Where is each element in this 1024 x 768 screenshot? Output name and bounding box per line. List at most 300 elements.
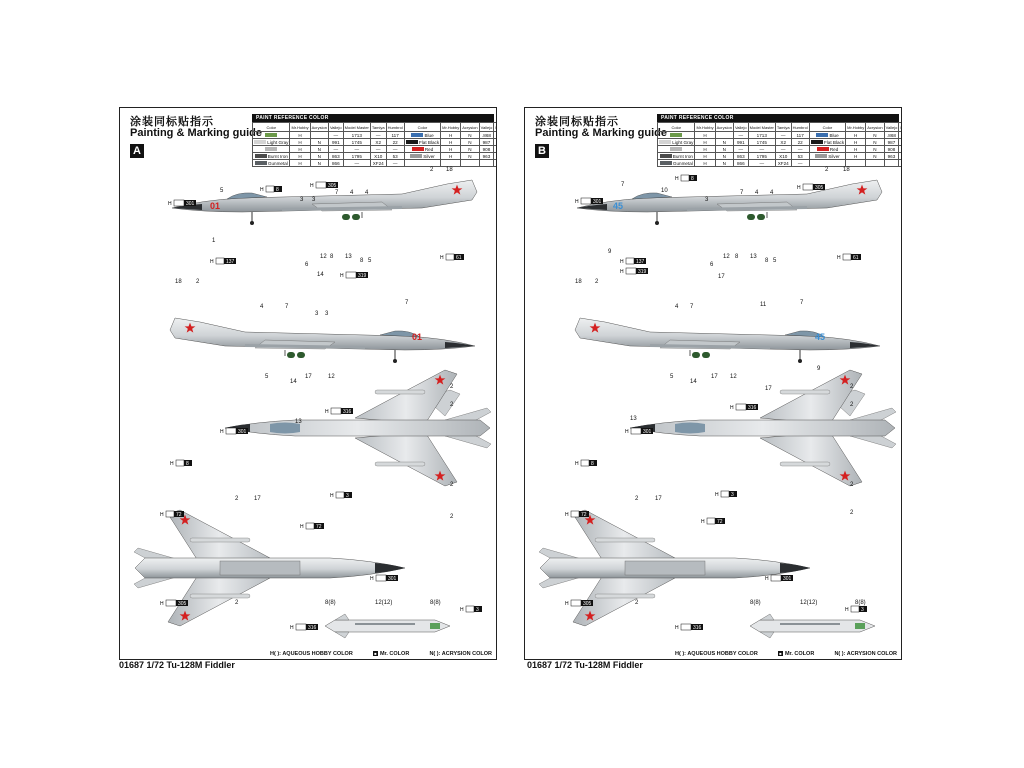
callout-h301	[575, 198, 603, 205]
svg-text:3: 3	[300, 197, 304, 203]
svg-text:8: 8	[591, 461, 594, 467]
ref-cell-mrhobby: H	[846, 132, 866, 139]
missile-label-mid: 12(12)	[800, 600, 818, 606]
svg-text:5: 5	[773, 258, 777, 264]
svg-text:316: 316	[343, 409, 352, 415]
svg-text:H: H	[765, 576, 769, 582]
ref-cell-vallejo: —	[733, 146, 748, 153]
svg-text:H: H	[797, 185, 801, 191]
ref-cell-acrysion: N	[715, 146, 733, 153]
ref-cell-humbrol: 22	[791, 139, 809, 146]
svg-text:1: 1	[212, 238, 216, 244]
ref-cell-acrysion: N	[310, 139, 328, 146]
svg-text:3: 3	[312, 197, 316, 203]
ref-cell-mrhobby: H	[846, 153, 866, 160]
svg-text:7: 7	[335, 190, 339, 196]
svg-text:8: 8	[691, 176, 694, 182]
ref-cell-acrysion: N	[866, 146, 884, 153]
ref-cell-tamiya: —	[370, 132, 386, 139]
callout-h305b	[565, 600, 593, 607]
ref-cell-tamiya: XF24	[775, 160, 791, 167]
scheme-badge: A	[130, 144, 144, 158]
callout-h301c	[370, 575, 398, 582]
missile-label-right: 8(8)	[855, 600, 866, 606]
color-label: Red	[423, 146, 434, 152]
color-label: Blue	[828, 132, 839, 138]
svg-text:H: H	[575, 461, 579, 467]
paint-legend	[675, 651, 897, 657]
tail-number: 01	[210, 201, 221, 211]
ref-cell-mrhobby: H	[290, 146, 310, 153]
ref-cell-mrhobby: H	[441, 146, 461, 153]
callout-h319	[340, 272, 368, 279]
callout-h305b	[160, 600, 188, 607]
bottom-view	[134, 510, 405, 626]
tail-number-starboard: 01	[412, 332, 423, 342]
ref-cell-mrhobby: H	[695, 160, 715, 167]
svg-text:72: 72	[176, 512, 182, 518]
svg-text:7: 7	[405, 300, 409, 306]
svg-text:3: 3	[476, 607, 479, 613]
callout-h76	[837, 254, 861, 261]
callout-h3b	[845, 606, 867, 613]
svg-text:8: 8	[186, 461, 189, 467]
callout-h77	[620, 258, 646, 265]
svg-text:H: H	[168, 201, 172, 207]
ref-cell-humbrol: —	[791, 146, 809, 153]
side-view-starboard	[575, 318, 880, 363]
svg-text:305: 305	[328, 183, 337, 189]
mr-color-icon: ■	[779, 651, 782, 657]
ref-cell-mrhobby: H	[290, 139, 310, 146]
ref-cell-tamiya: —	[775, 132, 791, 139]
svg-text:H: H	[565, 601, 569, 607]
svg-text:H: H	[210, 259, 214, 265]
svg-text:17: 17	[718, 274, 725, 280]
ref-cell-vallejo: 908	[479, 146, 494, 153]
svg-text:4: 4	[260, 304, 264, 310]
ref-cell-mm: —	[343, 160, 370, 167]
ref-cell-acrysion: N	[866, 153, 884, 160]
title-english: Painting & Marking guide	[130, 127, 263, 139]
svg-text:4: 4	[675, 304, 679, 310]
svg-text:H: H	[220, 429, 224, 435]
ref-cell-mm: —	[748, 160, 775, 167]
ref-cell-vallejo: —	[328, 132, 343, 139]
svg-text:3: 3	[861, 607, 864, 613]
footer-b: 01687 1/72 Tu-128M Fiddler	[527, 660, 643, 670]
ref-cell-mrhobby: H	[695, 146, 715, 153]
svg-text:18: 18	[446, 167, 453, 173]
svg-text:8: 8	[330, 254, 334, 260]
legend-acrysion: N( ): ACRYSION COLOR	[834, 651, 897, 657]
svg-text:H: H	[160, 601, 164, 607]
svg-text:2: 2	[450, 514, 454, 520]
callout-h305	[310, 182, 338, 189]
svg-text:18: 18	[175, 279, 182, 285]
svg-text:17: 17	[765, 386, 772, 392]
svg-text:10: 10	[661, 188, 668, 194]
callout-h76	[440, 254, 464, 261]
title-chinese: 涂装同标贴指示	[130, 116, 214, 128]
svg-text:H: H	[260, 187, 264, 193]
aircraft-illustrations	[525, 108, 901, 659]
aircraft-illustrations	[120, 108, 496, 659]
svg-text:4: 4	[350, 190, 354, 196]
svg-text:2: 2	[850, 510, 854, 516]
missile-label-right: 8(8)	[430, 600, 441, 606]
ref-cell-humbrol: —	[386, 160, 404, 167]
svg-text:301: 301	[643, 429, 652, 435]
ref-cell-humbrol: 53	[791, 153, 809, 160]
svg-text:H: H	[845, 607, 849, 613]
svg-text:2: 2	[850, 384, 854, 390]
ref-cell-mm: 1713	[343, 132, 370, 139]
ref-cell-acrysion: N	[461, 132, 479, 139]
ref-cell-vallejo: 908	[884, 146, 899, 153]
svg-text:305: 305	[178, 601, 187, 607]
svg-text:H: H	[300, 524, 304, 530]
svg-text:7: 7	[690, 304, 694, 310]
color-label: Burnt Iron	[266, 153, 288, 159]
svg-text:4: 4	[755, 190, 759, 196]
ref-cell-vallejo: 866	[328, 160, 343, 167]
callout-h77	[210, 258, 236, 265]
callout-h8	[675, 175, 697, 182]
paint-reference-header: PAINT REFERENCE COLOR	[252, 114, 494, 122]
svg-text:316: 316	[308, 625, 317, 631]
ref-cell-mm: 1745	[343, 139, 370, 146]
ref-cell-vallejo: 863	[733, 153, 748, 160]
ref-cell-mm: 1745	[748, 139, 775, 146]
svg-text:14: 14	[690, 379, 697, 385]
ref-cell-mrhobby: H	[695, 153, 715, 160]
svg-text:2: 2	[850, 402, 854, 408]
svg-text:H: H	[440, 255, 444, 261]
callout-h56	[160, 511, 184, 518]
ref-cell-mm: —	[343, 146, 370, 153]
ref-cell-mm: —	[748, 146, 775, 153]
svg-text:305: 305	[815, 185, 824, 191]
ref-cell-vallejo: 991	[328, 139, 343, 146]
legend-mr: ■ Mr. COLOR	[779, 651, 815, 657]
callout-h316	[730, 404, 758, 411]
color-label: Light Gray	[671, 139, 694, 145]
ref-cell-humbrol: —	[386, 146, 404, 153]
ref-cell-humbrol: 117	[386, 132, 404, 139]
svg-text:3: 3	[731, 492, 734, 498]
svg-text:H: H	[675, 625, 679, 631]
svg-text:61: 61	[456, 255, 462, 261]
ref-cell-acrysion: N	[461, 146, 479, 153]
ref-cell-vallejo: .868	[479, 132, 494, 139]
ref-cell-mrhobby: H	[695, 132, 715, 139]
ref-cell-mrhobby: H	[846, 146, 866, 153]
ref-cell-acrysion: N	[866, 132, 884, 139]
ref-cell-mrhobby: H	[441, 132, 461, 139]
ref-cell-vallejo: 863	[328, 153, 343, 160]
svg-text:3: 3	[325, 311, 329, 317]
callout-h301	[168, 200, 196, 207]
color-label: Silver	[827, 153, 840, 159]
svg-text:H: H	[340, 273, 344, 279]
svg-text:5: 5	[220, 188, 224, 194]
svg-text:H: H	[325, 409, 329, 415]
ref-cell-mrhobby: H	[290, 160, 310, 167]
ref-cell-acrysion: N	[461, 139, 479, 146]
missile-label-left: 8(8)	[750, 600, 761, 606]
svg-text:14: 14	[317, 272, 324, 278]
svg-text:17: 17	[305, 374, 312, 380]
ref-cell-tamiya: —	[370, 146, 386, 153]
ref-cell-tamiya: X10	[775, 153, 791, 160]
svg-text:2: 2	[235, 496, 239, 502]
svg-text:H: H	[837, 255, 841, 261]
tail-number-starboard: 45	[815, 332, 826, 342]
svg-text:2: 2	[595, 279, 599, 285]
svg-text:305: 305	[583, 601, 592, 607]
svg-text:2: 2	[635, 496, 639, 502]
missile-detail	[325, 600, 450, 638]
footer-a: 01687 1/72 Tu-128M Fiddler	[119, 660, 235, 670]
svg-text:5: 5	[368, 258, 372, 264]
svg-text:3: 3	[346, 493, 349, 499]
ref-cell-tamiya: X2	[775, 139, 791, 146]
ref-cell-mrhobby: H	[441, 153, 461, 160]
svg-text:7: 7	[740, 190, 744, 196]
color-label: Flat Black	[417, 139, 440, 145]
svg-text:7: 7	[285, 304, 289, 310]
ref-cell-acrysion: N	[310, 160, 328, 167]
svg-text:72: 72	[581, 512, 587, 518]
ref-cell-acrysion: N	[461, 153, 479, 160]
callout-h8b	[170, 460, 192, 467]
ref-cell-tamiya: X10	[370, 153, 386, 160]
callout-h56	[565, 511, 589, 518]
ref-cell-tamiya: XF24	[370, 160, 386, 167]
missile-label-left: 8(8)	[325, 600, 336, 606]
scheme-badge: B	[535, 144, 549, 158]
svg-text:14: 14	[290, 379, 297, 385]
svg-text:17: 17	[655, 496, 662, 502]
svg-text:7: 7	[621, 182, 625, 188]
svg-text:319: 319	[358, 273, 367, 279]
svg-text:13: 13	[750, 254, 757, 260]
ref-cell-vallejo: 987	[479, 139, 494, 146]
ref-cell-mm: 1713	[748, 132, 775, 139]
color-label: Flat Black	[822, 139, 845, 145]
ref-cell-mrhobby: H	[695, 139, 715, 146]
ref-cell-mrhobby: H	[290, 153, 310, 160]
ref-cell-vallejo: 866	[733, 160, 748, 167]
svg-text:9: 9	[817, 366, 821, 372]
svg-text:4: 4	[365, 190, 369, 196]
ref-cell-acrysion: N	[866, 139, 884, 146]
svg-text:H: H	[370, 576, 374, 582]
sheet-a	[119, 107, 497, 660]
svg-text:H: H	[565, 512, 569, 518]
svg-text:H: H	[310, 183, 314, 189]
svg-text:6: 6	[710, 262, 714, 268]
svg-text:316: 316	[693, 625, 702, 631]
svg-text:H: H	[675, 176, 679, 182]
callout-h316	[325, 408, 353, 415]
svg-text:H: H	[620, 269, 624, 275]
color-label: Red	[828, 146, 839, 152]
table-header-row: Color Mr.Hobby Acrysion Vallejo Model Master Tamiya Humbrol Color Mr.Hobby Acrysion Vallejo	[658, 123, 903, 132]
svg-text:13: 13	[630, 416, 637, 422]
svg-text:H: H	[170, 461, 174, 467]
svg-text:301: 301	[593, 199, 602, 205]
svg-text:2: 2	[450, 482, 454, 488]
ref-cell-humbrol: 117	[791, 132, 809, 139]
svg-text:6: 6	[305, 262, 309, 268]
color-label: Burnt Iron	[671, 153, 693, 159]
callout-h56b	[701, 518, 725, 525]
svg-text:2: 2	[450, 402, 454, 408]
callout-h301c	[765, 575, 793, 582]
svg-text:H: H	[730, 405, 734, 411]
color-label: Light Gray	[266, 139, 289, 145]
mr-color-icon: ■	[374, 651, 377, 657]
svg-text:5: 5	[265, 374, 269, 380]
svg-text:8: 8	[360, 258, 364, 264]
svg-text:2: 2	[196, 279, 200, 285]
callout-h3	[330, 492, 352, 499]
tail-number: 45	[613, 201, 624, 211]
paint-reference-header: PAINT REFERENCE COLOR	[657, 114, 899, 122]
svg-text:H: H	[290, 625, 294, 631]
svg-text:137: 137	[226, 259, 235, 265]
color-label: Gunmetal	[266, 160, 288, 166]
svg-text:72: 72	[717, 519, 723, 525]
ref-cell-vallejo: —	[733, 132, 748, 139]
svg-text:2: 2	[430, 167, 434, 173]
ref-cell-acrysion: N	[715, 139, 733, 146]
svg-text:H: H	[330, 493, 334, 499]
callout-h319	[620, 268, 648, 275]
svg-text:2: 2	[825, 167, 829, 173]
svg-text:12: 12	[723, 254, 730, 260]
svg-text:8: 8	[735, 254, 739, 260]
ref-cell-mm: 1795	[748, 153, 775, 160]
bottom-view	[539, 510, 810, 626]
ref-cell-humbrol: —	[791, 160, 809, 167]
color-label: Silver	[422, 153, 435, 159]
ref-cell-humbrol: 53	[386, 153, 404, 160]
paint-legend	[270, 651, 492, 657]
svg-text:17: 17	[254, 496, 261, 502]
svg-text:72: 72	[316, 524, 322, 530]
ref-cell-tamiya: X2	[370, 139, 386, 146]
ref-cell-vallejo: —	[328, 146, 343, 153]
svg-text:8: 8	[765, 258, 769, 264]
svg-text:2: 2	[450, 384, 454, 390]
ref-cell-vallejo: 963	[884, 153, 899, 160]
callout-h8b	[575, 460, 597, 467]
svg-text:3: 3	[705, 197, 709, 203]
callout-h318	[675, 624, 703, 631]
svg-text:12: 12	[320, 254, 327, 260]
ref-cell-mm: 1795	[343, 153, 370, 160]
svg-text:13: 13	[295, 419, 302, 425]
callout-h301b	[625, 428, 653, 435]
callout-h8	[260, 186, 282, 193]
svg-text:2: 2	[635, 600, 639, 606]
svg-text:137: 137	[636, 259, 645, 265]
callout-h305	[797, 184, 825, 191]
svg-text:2: 2	[850, 482, 854, 488]
svg-text:12: 12	[730, 374, 737, 380]
svg-text:7: 7	[800, 300, 804, 306]
side-view-starboard	[170, 318, 475, 363]
ref-cell-vallejo: 987	[884, 139, 899, 146]
ref-cell-acrysion: N	[310, 146, 328, 153]
svg-text:18: 18	[843, 167, 850, 173]
legend-mr: ■ Mr. COLOR	[374, 651, 410, 657]
svg-text:5: 5	[670, 374, 674, 380]
legend-aqueous: H( ): AQUEOUS HOBBY COLOR	[270, 651, 353, 657]
svg-text:18: 18	[575, 279, 582, 285]
legend-aqueous: H( ): AQUEOUS HOBBY COLOR	[675, 651, 758, 657]
svg-text:H: H	[620, 259, 624, 265]
ref-cell-humbrol: 22	[386, 139, 404, 146]
title-english: Painting & Marking guide	[535, 127, 668, 139]
svg-text:4: 4	[770, 190, 774, 196]
ref-cell-tamiya: —	[775, 146, 791, 153]
callout-h3	[715, 491, 737, 498]
ref-cell-acrysion: N	[715, 153, 733, 160]
svg-text:2: 2	[235, 600, 239, 606]
ref-cell-mrhobby: H	[441, 139, 461, 146]
callout-h318	[290, 624, 318, 631]
svg-text:301: 301	[186, 201, 195, 207]
color-label: Gunmetal	[671, 160, 693, 166]
sheet-b	[524, 107, 902, 660]
svg-text:9: 9	[608, 249, 612, 255]
svg-text:H: H	[460, 607, 464, 613]
table-header-row: Color Mr.Hobby Acrysion Vallejo Model Master Tamiya Humbrol Color Mr.Hobby Acrysion Vallejo	[253, 123, 498, 132]
svg-text:301: 301	[388, 576, 397, 582]
missile-detail	[750, 600, 875, 638]
svg-text:12: 12	[328, 374, 335, 380]
title-chinese: 涂装同标贴指示	[535, 116, 619, 128]
missile-label-mid: 12(12)	[375, 600, 393, 606]
svg-text:H: H	[701, 519, 705, 525]
svg-text:H: H	[575, 199, 579, 205]
callout-h301b	[220, 428, 248, 435]
ref-cell-vallejo: .868	[884, 132, 899, 139]
svg-text:3: 3	[315, 311, 319, 317]
ref-cell-acrysion: N	[715, 160, 733, 167]
svg-text:H: H	[160, 512, 164, 518]
top-view	[630, 370, 896, 486]
svg-text:17: 17	[711, 374, 718, 380]
ref-cell-vallejo: 991	[733, 139, 748, 146]
color-label: Blue	[423, 132, 434, 138]
svg-text:11: 11	[760, 302, 767, 308]
svg-text:8: 8	[276, 187, 279, 193]
svg-text:301: 301	[238, 429, 247, 435]
svg-text:301: 301	[783, 576, 792, 582]
svg-text:13: 13	[345, 254, 352, 260]
ref-cell-acrysion: N	[310, 153, 328, 160]
ref-cell-vallejo: 963	[479, 153, 494, 160]
svg-text:H: H	[715, 492, 719, 498]
callout-h56b	[300, 523, 324, 530]
svg-text:316: 316	[748, 405, 757, 411]
ref-cell-mrhobby: H	[846, 139, 866, 146]
